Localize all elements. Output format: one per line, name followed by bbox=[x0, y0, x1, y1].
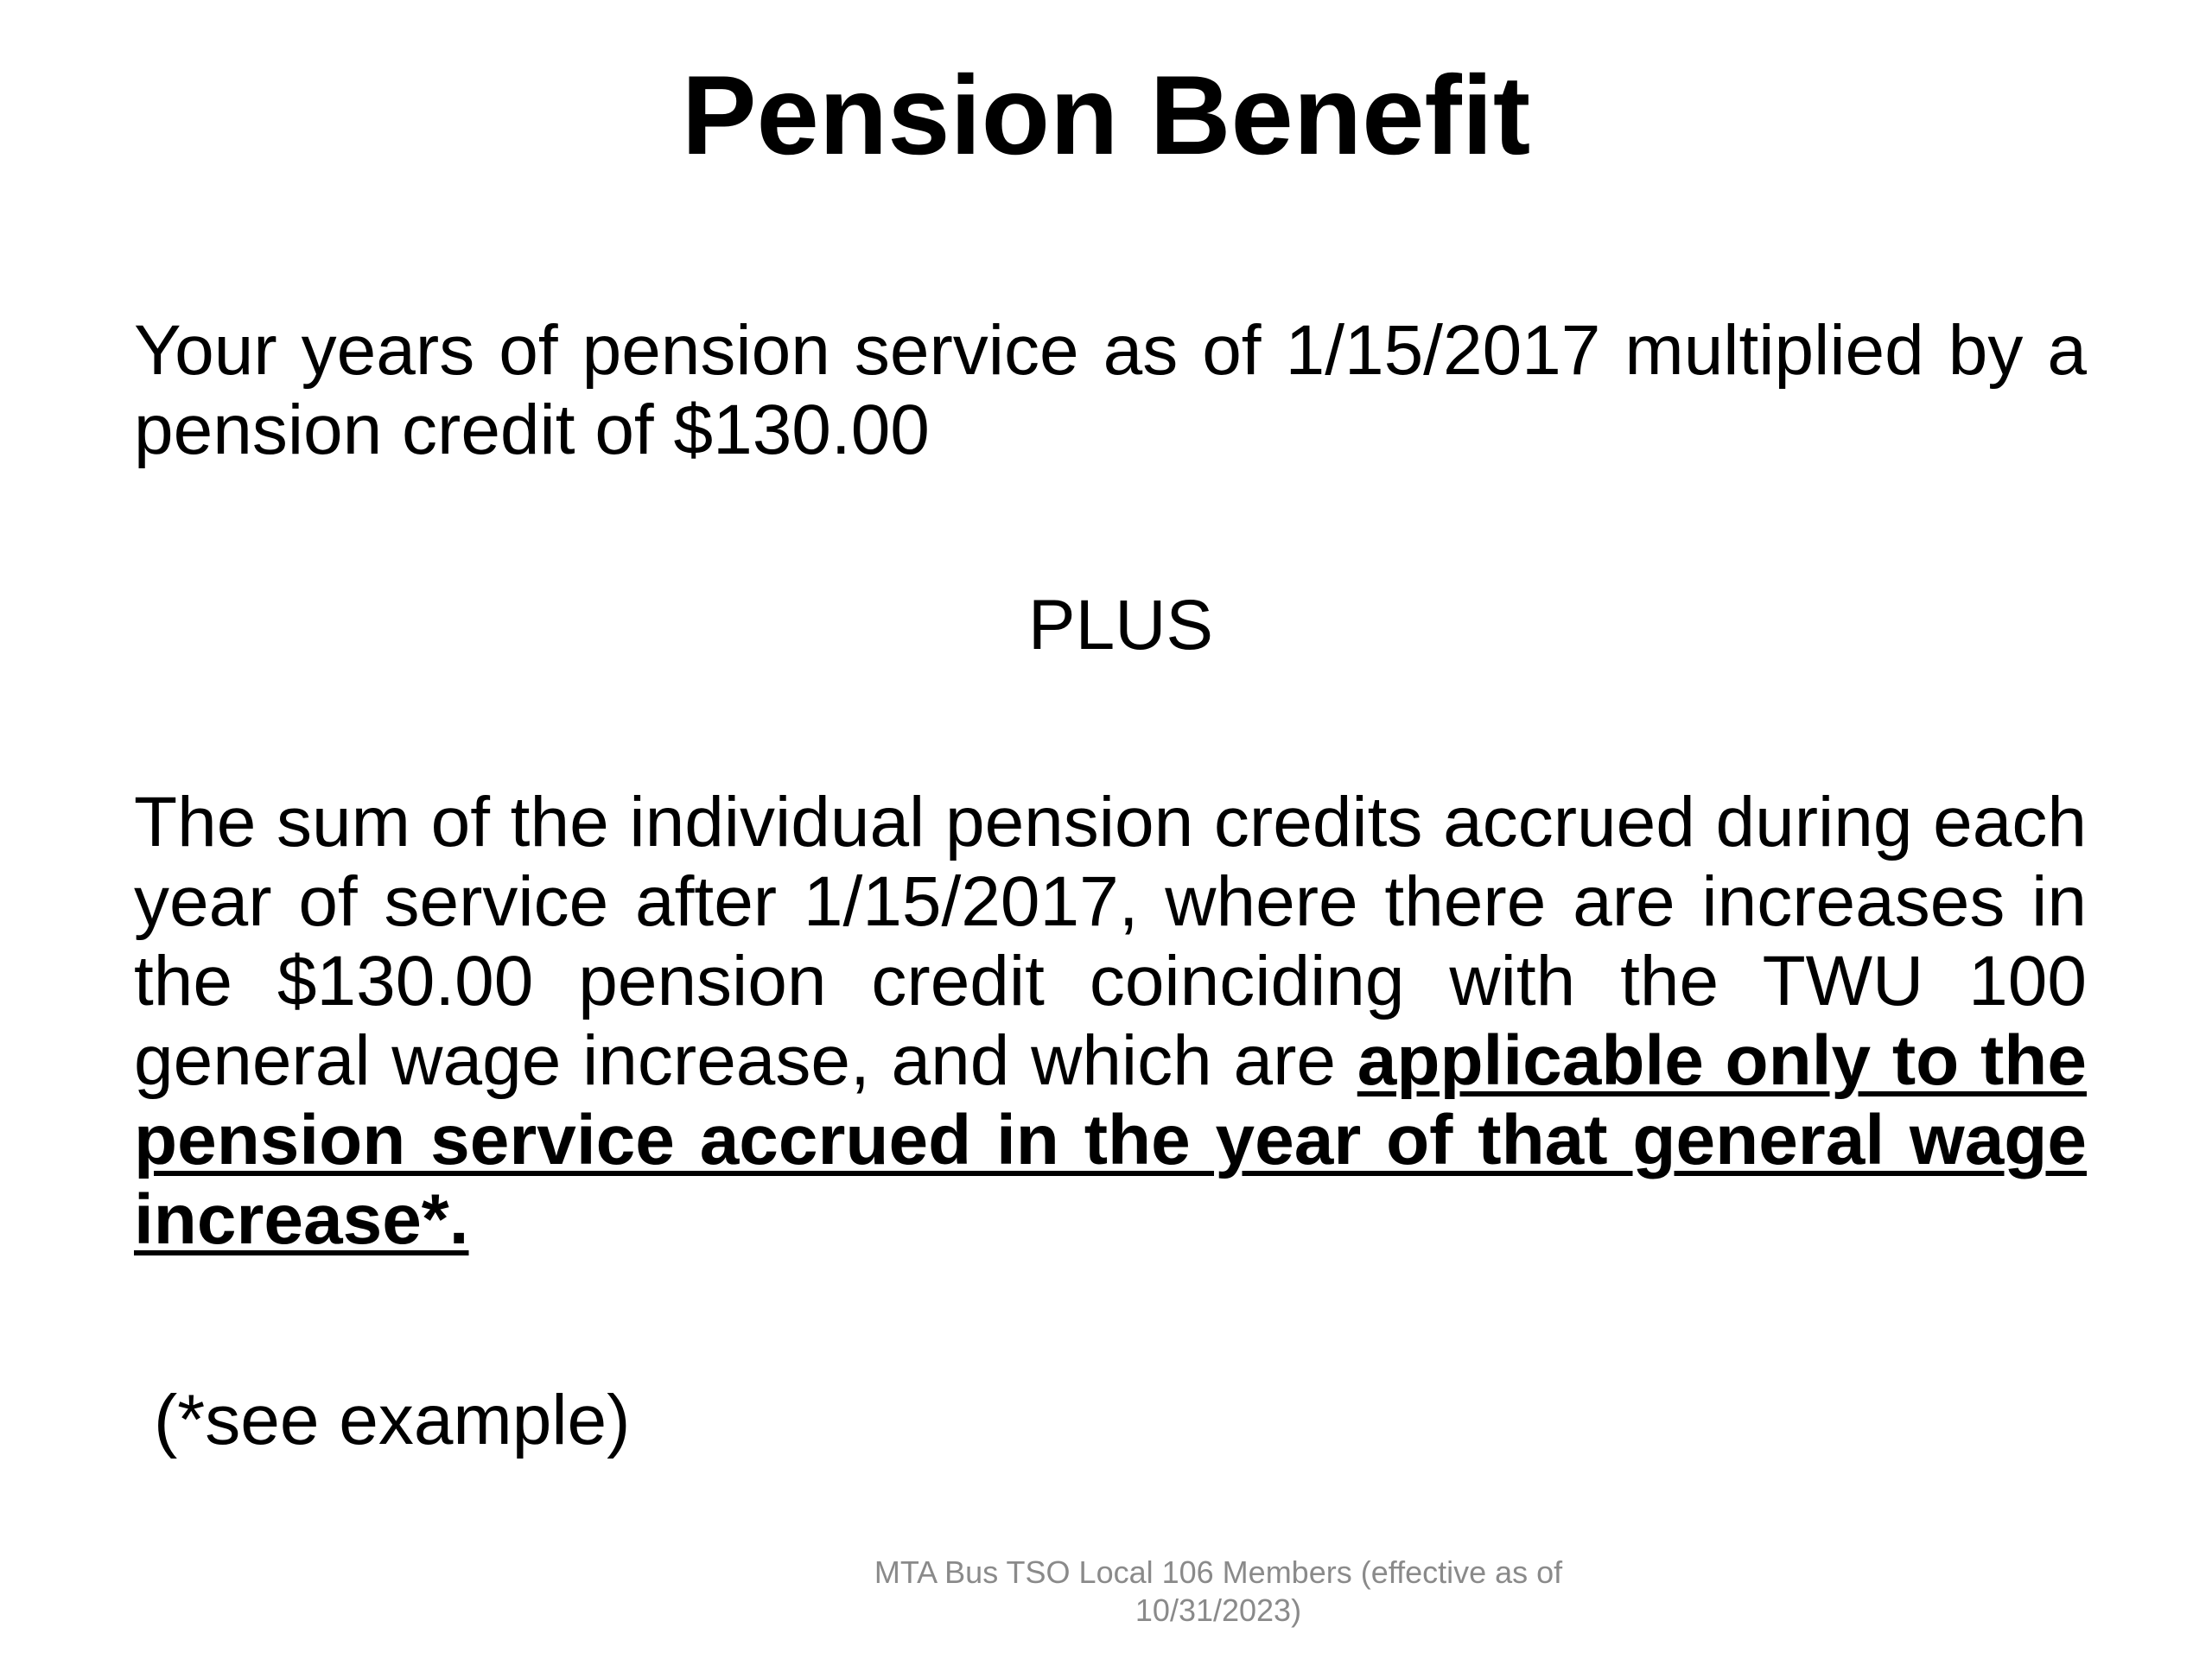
see-example-note: (*see example) bbox=[154, 1381, 631, 1459]
pension-credits-text: The sum of the individual pension credits accrued during each year of service after 1/15/2017, where there are increases in the $130.00 pension credit coinciding with the TWU 100 general wage increase, and which are bbox=[134, 783, 2087, 1100]
slide-title: Pension Benefit bbox=[681, 52, 1531, 178]
footer-line-1: MTA Bus TSO Local 106 Members (effective as of bbox=[874, 1554, 1563, 1590]
pension-credits-paragraph bbox=[134, 783, 2087, 1260]
pension-formula-paragraph: Your years of pension service as of 1/15/2017 multiplied by a pension credit of $130.00 bbox=[134, 311, 2087, 469]
emphasis-text: applicable only to the pension service accrued in the year of that general wage increase*. bbox=[134, 1021, 2087, 1259]
slide-footer bbox=[830, 1554, 1607, 1630]
plus-connector: PLUS bbox=[1027, 586, 1214, 664]
footer-line-2: 10/31/2023) bbox=[1135, 1592, 1302, 1628]
